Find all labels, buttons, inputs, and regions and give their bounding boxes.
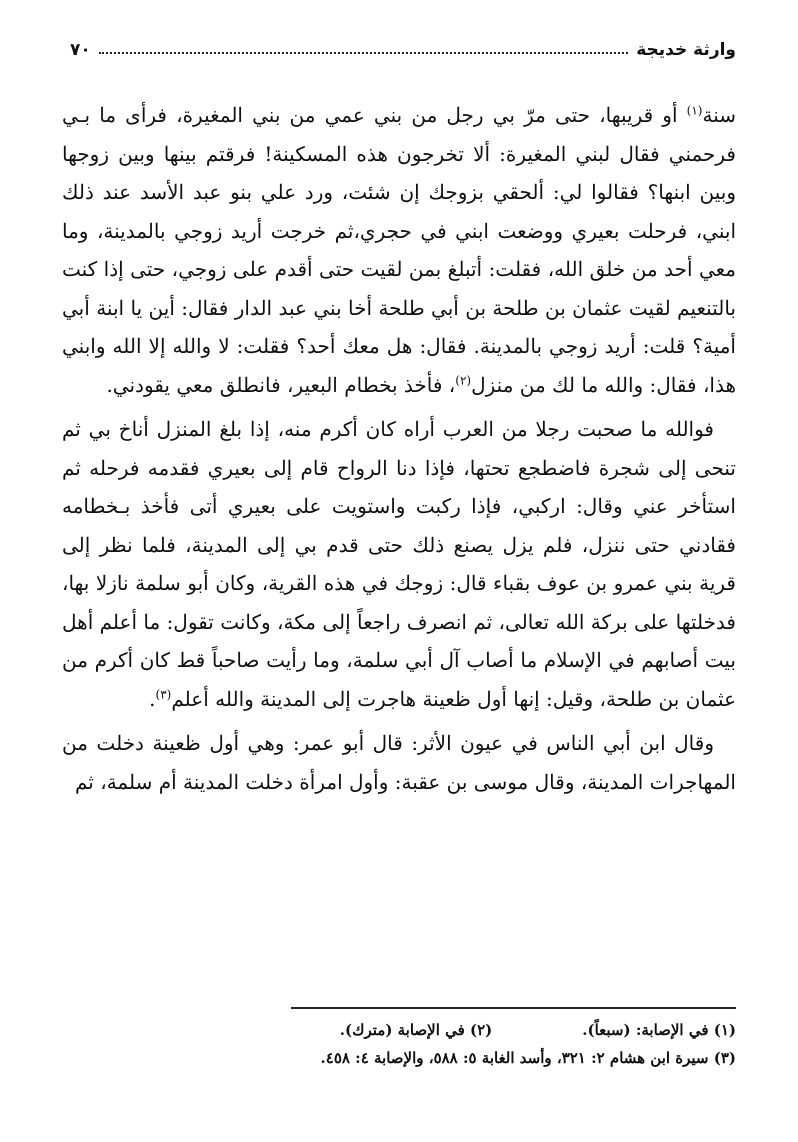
footnotes bbox=[62, 1016, 736, 1072]
footnote-2: (٢) في الإصابة (مترك). bbox=[339, 1021, 493, 1039]
paragraph-3 bbox=[62, 724, 736, 801]
paragraph-1 bbox=[62, 96, 736, 404]
running-header bbox=[70, 30, 736, 60]
footnote-ref-3: (٣) bbox=[155, 686, 172, 701]
paragraph-text: . bbox=[149, 686, 156, 711]
footnote-ref-1: (١) bbox=[686, 103, 703, 118]
paragraph-text: ، فأخذ بخطام البعير، فانطلق معي يقودني. bbox=[106, 372, 456, 397]
paragraph-text: سنة bbox=[702, 103, 736, 127]
paragraph-text: وقال ابن أبي الناس في عيون الأثر: قال أبو عمر: وهي أول ظعينة دخلت من المهاجرات المدينة، وقال موسى بن عقبة: وأول امرأة دخلت المدينة أم سلمة، ثم bbox=[62, 731, 736, 794]
main-text bbox=[62, 96, 736, 807]
footnote-3: (٣) سيرة ابن هشام ٢: ٣٢١، وأسد الغابة ٥: ٥٨٨، والإصابة ٤: ٤٥٨. bbox=[320, 1049, 736, 1067]
book-title: وارثة خديجة bbox=[636, 40, 736, 60]
paragraph-2 bbox=[62, 410, 736, 718]
paragraph-text: فوالله ما صحبت رجلا من العرب أراه كان أكرم منه، إذا بلغ المنزل أناخ بي ثم تنحى إلى شجرة فاضطجع تحتها، فإذا دنا الرواح قام إلى بعيري فقدمه فرحله ثم استأخر عني وقال: اركبي، فإذا ركبت واستويت على بعيري أتى فأخذ بـخطامه فقادني حتى ننزل، فلم يزل يصنع ذلك حتى قدم بي إلى المدينة، فلما نظر إلى قرية بني عمرو بن عوف بقباء قال: زوجك في هذه القرية، وكان أبو سلمة نازلا بها، فدخلتها على بركة الله تعالى، ثم انصرف راجعاً إلى مكة، وكانت تقول: ما أعلم أهل بيت أصابهم في الإسلام ما أصاب آل أبي سلمة، وما رأيت صاحباً قط كان أكرم من عثمان بن طلحة، وقيل: إنها أول ظعينة هاجرت إلى المدينة والله أعلم bbox=[62, 417, 736, 711]
footnote-row bbox=[62, 1016, 736, 1044]
dotted-leader bbox=[99, 51, 628, 54]
footnote-1: (١) في الإصابة: (سبعاً). bbox=[582, 1021, 736, 1039]
footnote-ref-2: (٢) bbox=[455, 372, 472, 387]
footnote-separator bbox=[291, 1007, 736, 1009]
paragraph-text: أو قريبها، حتى مرّ بي رجل من بني عمي من بني المغيرة، فرأى ما بـي فرحمني فقال لبني المغيرة: ألا تخرجون هذه المسكينة! فرقتم بينها وبين زوجها وبين ابنها؟ فقالوا لي: ألحقي بزوجك إن شئت، ورد علي بنو عبد الأسد عند ذلك ابني، فرحلت بعيري ووضعت ابني في حجري،ثم خرجت أريد زوجي بالمدينة، وما معي أحد من خلق الله، فقلت: أتبلغ بمن لقيت حتى أقدم على زوجي، حتى إذا كنت بالتنعيم لقيت عثمان بن طلحة بن أبي طلحة أخا بني عبد الدار فقال: أين يا ابنة أبي أمية؟ قلت: أريد زوجي بالمدينة. فقال: هل معك أحد؟ فقلت: لا والله إلا الله وابني هذا، فقال: والله ما لك من منزل bbox=[62, 103, 736, 397]
page-number: ٧٠ bbox=[70, 40, 91, 60]
